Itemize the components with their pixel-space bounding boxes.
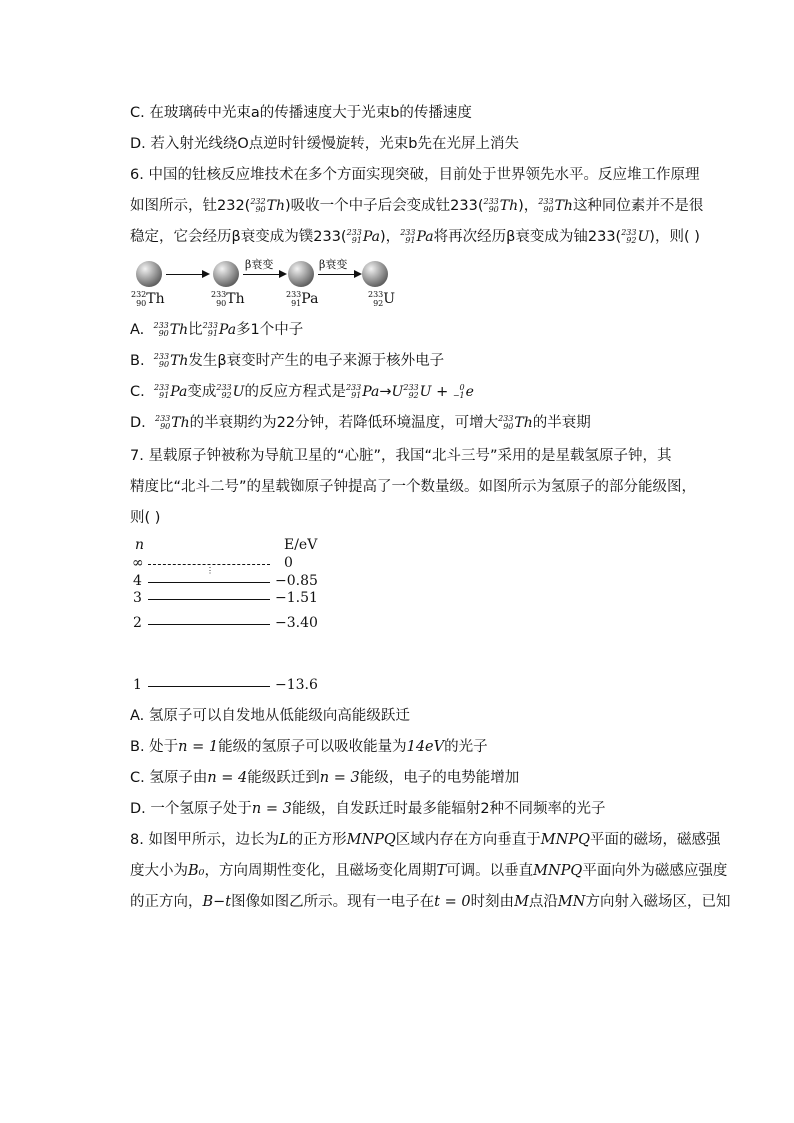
level-2-e: −3.40 bbox=[275, 615, 318, 631]
q7-option-a: A. 氢原子可以自发地从低能级向高能级跃迁 bbox=[130, 708, 410, 724]
q6-text: 稳定，它会经历β衰变成为镤233( bbox=[130, 229, 347, 245]
e-axis-label: E/eV bbox=[284, 537, 318, 553]
level-dots: ⋮ bbox=[206, 566, 214, 575]
q6-text: 将再次经历β衰变成为铀233( bbox=[433, 229, 622, 245]
level-1-n: 1 bbox=[133, 677, 142, 693]
level-2-line bbox=[148, 624, 270, 625]
q6-text: 如图所示，钍232( bbox=[130, 198, 251, 214]
level-inf-line bbox=[148, 564, 270, 565]
q6-option-a: A. 233 90 Th比 233 91 Pa多1个中子 bbox=[130, 321, 304, 338]
q8-stem-line-2: 度大小为B₀，方向周期性变化，且磁场变化周期T可调。以垂直MNPQ平面向外为磁感应强度 bbox=[130, 863, 728, 879]
q7-stem-line-3: 则( ) bbox=[130, 510, 161, 526]
level-4-line bbox=[148, 582, 270, 583]
q7-option-c: C. 氢原子由n = 4能级跃迁到n = 3能级，电子的电势能增加 bbox=[130, 770, 520, 786]
level-3-e: −1.51 bbox=[275, 590, 318, 606]
decay-label-1: β衰变 bbox=[245, 258, 274, 271]
label-u233: 233 92 U bbox=[368, 290, 396, 308]
level-1-line bbox=[148, 686, 270, 687]
q8-stem-line-3: 的正方向，B−t图像如图乙所示。现有一电子在t = 0时刻由M点沿MN方向射入磁场区，已知 bbox=[130, 894, 731, 910]
level-4-e: −0.85 bbox=[275, 573, 318, 589]
q6-text: )， bbox=[518, 198, 539, 214]
arrow-head bbox=[354, 270, 362, 278]
nuclide-pa233: 233 91 Pa bbox=[400, 228, 434, 245]
q5-option-c: C. 在玻璃砖中光束a的传播速度大于光束b的传播速度 bbox=[130, 105, 472, 121]
arrow bbox=[243, 274, 279, 275]
arrow bbox=[166, 274, 202, 275]
arrow bbox=[318, 274, 354, 275]
q6-option-b: B. 233 90 Th发生β衰变时产生的电子来源于核外电子 bbox=[130, 352, 445, 369]
energy-level-diagram bbox=[0, 535, 794, 700]
q6-text: )， bbox=[380, 229, 401, 245]
level-inf-n: ∞ bbox=[132, 555, 144, 571]
q6-text: )吸收一个中子后会变成钍233( bbox=[284, 198, 484, 214]
q8-stem-line-1: 8. 如图甲所示，边长为L的正方形MNPQ区域内存在方向垂直于MNPQ平面的磁场，磁感强 bbox=[130, 832, 721, 848]
q6-option-d: D. 233 90 Th的半衰期约为22分钟，若降低环境温度，可增大 233 90 Th的半衰期 bbox=[130, 414, 591, 431]
arrow-head bbox=[279, 270, 287, 278]
decay-label-2: β衰变 bbox=[319, 258, 348, 271]
label-th232: 232 90 Th bbox=[131, 290, 165, 308]
q6-option-c: C. 233 91 Pa变成 233 92 U的反应方程式是 233 91 Pa→U 233 92 U + 0 −1 e bbox=[130, 383, 474, 400]
level-3-line bbox=[148, 599, 270, 600]
level-2-n: 2 bbox=[133, 615, 142, 631]
nuclide-pa233: 233 91 Pa bbox=[346, 228, 381, 245]
pa233-nucleus bbox=[288, 261, 314, 287]
label-th233: 233 90 Th bbox=[211, 290, 245, 308]
q5-option-d: D. 若入射光线绕O点逆时针缓慢旋转，光束b先在光屏上消失 bbox=[130, 136, 519, 152]
nuclide-th233: 233 90 Th bbox=[483, 197, 519, 214]
level-4-n: 4 bbox=[133, 573, 142, 589]
n-axis-label: n bbox=[135, 537, 145, 553]
q7-stem-line-1: 7. 星载原子钟被称为导航卫星的“心脏”，我国“北斗三号”采用的是星载氢原子钟，其 bbox=[130, 448, 672, 464]
q6-stem-line-3 bbox=[130, 227, 700, 247]
level-3-n: 3 bbox=[133, 590, 142, 606]
level-1-e: −13.6 bbox=[275, 677, 318, 693]
q6-text: )，则( ) bbox=[649, 229, 700, 245]
nuclide-u233: 233 92 U bbox=[621, 228, 650, 245]
arrow-head bbox=[202, 270, 210, 278]
q6-stem-line-2 bbox=[130, 196, 703, 216]
th232-nucleus bbox=[136, 261, 162, 287]
q6-text: 这种同位素并不是很 bbox=[572, 198, 704, 214]
decay-chain-diagram bbox=[0, 255, 794, 315]
label-pa233: 233 91 Pa bbox=[286, 290, 319, 308]
q6-stem-line-1: 6. 中国的钍核反应堆技术在多个方面实现突破，目前处于世界领先水平。反应堆工作原理 bbox=[130, 167, 700, 183]
th233-nucleus bbox=[213, 261, 239, 287]
nuclide-th233: 233 90 Th bbox=[538, 197, 573, 214]
u233-nucleus bbox=[362, 261, 388, 287]
q7-stem-line-2: 精度比“北斗二号”的星载铷原子钟提高了一个数量级。如图所示为氢原子的部分能级图， bbox=[130, 479, 697, 495]
q7-option-b: B. 处于n = 1能级的氢原子可以吸收能量为14eV的光子 bbox=[130, 739, 488, 755]
q7-option-d: D. 一个氢原子处于n = 3能级，自发跃迁时最多能辐射2种不同频率的光子 bbox=[130, 801, 606, 817]
nuclide-th232: 232 90 Th bbox=[250, 197, 285, 214]
level-inf-e: 0 bbox=[284, 555, 293, 571]
